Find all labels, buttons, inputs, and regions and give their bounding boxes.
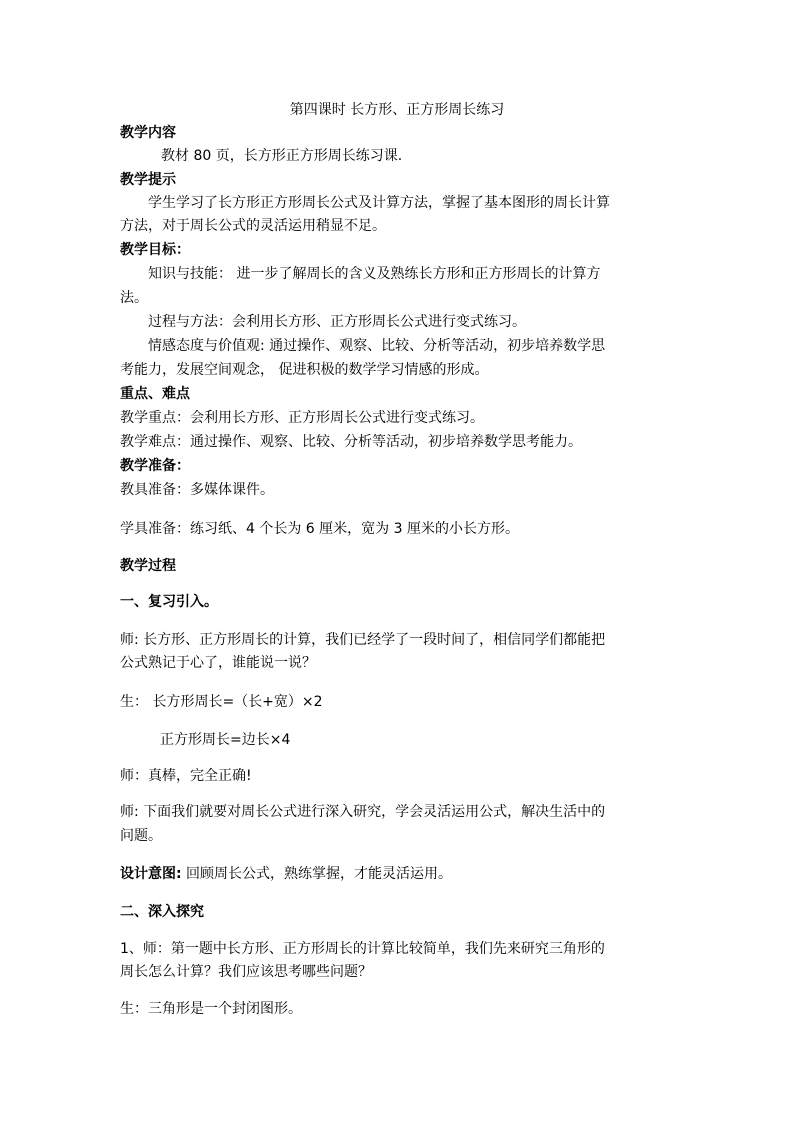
- design-intent-label: 设计意图:: [120, 866, 182, 882]
- prep-teacher: 教具准备：多媒体课件。: [120, 482, 274, 498]
- key-heading: 重点、难点: [120, 386, 190, 402]
- difficult-point: 教学难点：通过操作、观察、比较、分析等活动，初步培养数学思考能力。: [120, 434, 582, 450]
- s1-next-line-2: 问题。: [120, 828, 162, 844]
- s1-praise: 师：真棒，完全正确!: [120, 768, 252, 784]
- s2-answer: 生：三角形是一个封闭图形。: [120, 1001, 302, 1017]
- s1-next-line-1: 师: 下面我们就要对周长公式进行深入研究，学会灵活运用公式，解决生活中的: [120, 804, 606, 820]
- hint-heading: 教学提示: [120, 172, 176, 188]
- content-text: 教材 80 页，长方形正方形周长练习课.: [161, 148, 403, 164]
- goal-knowledge-line-1: 知识与技能： 进一步了解周长的含义及熟练长方形和正方形周长的计算方: [148, 266, 601, 282]
- key-point: 教学重点：会利用长方形、正方形周长公式进行变式练习。: [120, 410, 484, 426]
- prep-heading: 教学准备：: [120, 458, 190, 474]
- s2-question-line-1: 1、师：第一题中长方形、正方形周长的计算比较简单，我们先来研究三角形的: [120, 941, 605, 957]
- goal-heading: 教学目标：: [120, 242, 190, 258]
- process-heading: 教学过程: [120, 558, 176, 574]
- hint-line-1: 学生学习了长方形正方形周长公式及计算方法，掌握了基本图形的周长计算: [148, 195, 610, 211]
- goal-emotion-line-2: 考能力，发展空间观念， 促进积极的数学学习情感的形成。: [120, 362, 489, 378]
- design-intent-text: 回顾周长公式，熟练掌握，才能灵活运用。: [181, 866, 453, 882]
- page-title: 第四课时 长方形、正方形周长练习: [289, 102, 505, 118]
- design-intent: [120, 864, 680, 884]
- s1-student-line-1: 生： 长方形周长=（长+宽）×2: [120, 694, 323, 710]
- s1-student-line-2: 正方形周长=边长×4: [160, 732, 291, 748]
- section2-heading: 二、深入探究: [120, 904, 204, 920]
- section1-heading: 一、复习引入。: [120, 594, 218, 610]
- goal-knowledge-line-2: 法。: [120, 290, 148, 306]
- goal-process: 过程与方法：会利用长方形、正方形周长公式进行变式练习。: [148, 314, 526, 330]
- hint-line-2: 方法，对于周长公式的灵活运用稍显不足。: [120, 218, 386, 234]
- goal-emotion-line-1: 情感态度与价值观: 通过操作、观察、比较、分析等活动，初步培养数学思: [148, 338, 606, 354]
- s2-question-line-2: 周长怎么计算？我们应该思考哪些问题？: [120, 964, 372, 980]
- content-heading: 教学内容: [120, 125, 176, 141]
- s1-teacher-line-1: 师: 长方形、正方形周长的计算，我们已经学了一段时间了，相信同学们都能把: [120, 632, 606, 648]
- s1-teacher-line-2: 公式熟记于心了，谁能说一说？: [120, 655, 316, 671]
- prep-student: 学具准备：练习纸、4 个长为 6 厘米，宽为 3 厘米的小长方形。: [120, 521, 519, 537]
